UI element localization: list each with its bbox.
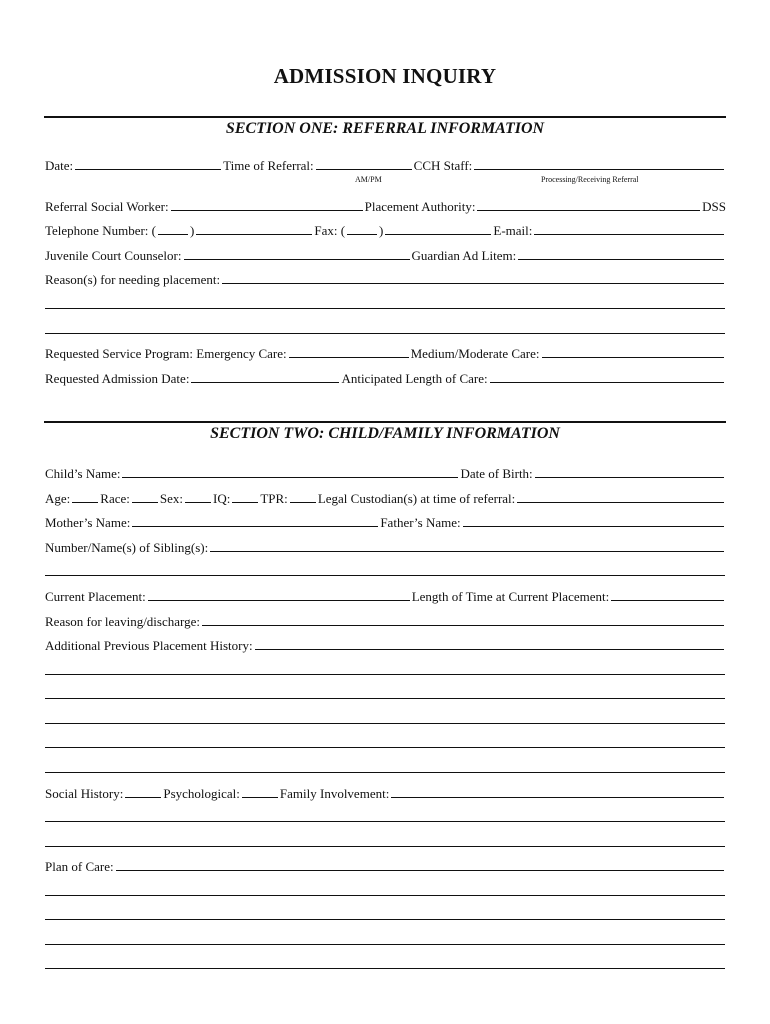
father-label: Father’s Name: <box>380 515 461 530</box>
plan-line-2[interactable] <box>45 895 725 896</box>
email-field[interactable] <box>534 222 724 235</box>
father-field[interactable] <box>463 514 724 527</box>
child-name-row <box>45 465 726 482</box>
tpr-field[interactable] <box>290 490 316 503</box>
psychological-label: Psychological: <box>163 786 240 801</box>
service-program-label: Requested Service Program: Emergency Care: <box>45 346 287 361</box>
referral-date-row <box>45 157 726 174</box>
plan-line-3[interactable] <box>45 919 725 920</box>
dob-label: Date of Birth: <box>460 466 533 481</box>
history-line-2[interactable] <box>45 674 725 675</box>
history-row <box>45 785 726 802</box>
current-placement-field[interactable] <box>148 588 410 601</box>
previous-history-field[interactable] <box>255 637 724 650</box>
time-of-referral-label: Time of Referral: <box>223 158 314 173</box>
telephone-label: Telephone Number: ( <box>45 223 156 238</box>
fax-label: Fax: ( <box>314 223 346 238</box>
custodian-field[interactable] <box>517 490 724 503</box>
section-two-rule <box>44 421 726 423</box>
court-counselor-field[interactable] <box>184 247 410 260</box>
section-two-heading: SECTION TWO: CHILD/FAMILY INFORMATION <box>210 425 560 442</box>
date-label: Date: <box>45 158 74 173</box>
telephone-number-field[interactable] <box>196 222 312 235</box>
sex-field[interactable] <box>185 490 211 503</box>
family-line-2[interactable] <box>45 821 725 822</box>
admission-date-row <box>45 370 726 387</box>
social-history-field[interactable] <box>125 785 161 798</box>
plan-line-5[interactable] <box>45 968 725 969</box>
emergency-care-field[interactable] <box>289 345 409 358</box>
race-field[interactable] <box>132 490 158 503</box>
race-label: Race: <box>100 491 130 506</box>
mother-field[interactable] <box>132 514 378 527</box>
demographics-row <box>45 490 726 507</box>
siblings-label: Number/Name(s) of Sibling(s): <box>45 540 209 555</box>
reasons-line-2[interactable] <box>45 308 725 309</box>
social-worker-label: Referral Social Worker: <box>45 199 169 214</box>
current-placement-row <box>45 588 726 605</box>
child-name-field[interactable] <box>122 465 458 478</box>
time-of-referral-field[interactable] <box>316 157 412 170</box>
current-placement-label: Current Placement: <box>45 589 146 604</box>
court-counselor-label: Juvenile Court Counselor: <box>45 248 182 263</box>
cch-staff-label: CCH Staff: <box>413 158 473 173</box>
length-care-label: Anticipated Length of Care: <box>341 371 488 386</box>
telephone-paren-close: ) <box>190 223 195 238</box>
email-label: E-mail: <box>493 223 533 238</box>
dss-label: DSS <box>702 199 726 214</box>
plan-of-care-field[interactable] <box>116 858 724 871</box>
admission-date-field[interactable] <box>191 370 339 383</box>
date-field[interactable] <box>75 157 221 170</box>
social-worker-field[interactable] <box>171 198 363 211</box>
fax-number-field[interactable] <box>385 222 491 235</box>
reasons-row <box>45 271 726 288</box>
family-involvement-label: Family Involvement: <box>279 786 390 801</box>
length-time-label: Length of Time at Current Placement: <box>411 589 610 604</box>
child-name-label: Child’s Name: <box>45 466 121 481</box>
history-line-4[interactable] <box>45 723 725 724</box>
plan-of-care-row <box>45 858 726 875</box>
length-care-field[interactable] <box>490 370 724 383</box>
reasons-field[interactable] <box>222 271 724 284</box>
medium-care-field[interactable] <box>542 345 724 358</box>
reason-leaving-label: Reason for leaving/discharge: <box>45 614 200 629</box>
court-counselor-row <box>45 247 726 264</box>
cch-staff-field[interactable] <box>474 157 724 170</box>
family-involvement-field[interactable] <box>391 785 724 798</box>
placement-authority-label: Placement Authority: <box>364 199 476 214</box>
psychological-field[interactable] <box>242 785 278 798</box>
iq-label: IQ: <box>213 491 231 506</box>
medium-care-label: Medium/Moderate Care: <box>410 346 540 361</box>
fax-area-code-field[interactable] <box>347 222 377 235</box>
history-line-3[interactable] <box>45 698 725 699</box>
length-time-field[interactable] <box>611 588 724 601</box>
admission-date-label: Requested Admission Date: <box>45 371 190 386</box>
history-line-5[interactable] <box>45 747 725 748</box>
guardian-label: Guardian Ad Litem: <box>411 248 517 263</box>
age-label: Age: <box>45 491 71 506</box>
placement-authority-field[interactable] <box>477 198 700 211</box>
plan-of-care-label: Plan of Care: <box>45 859 114 874</box>
time-sub-label: AM/PM <box>355 175 382 184</box>
dob-field[interactable] <box>535 465 724 478</box>
sex-label: Sex: <box>159 491 183 506</box>
section-one-heading: SECTION ONE: REFERRAL INFORMATION <box>225 120 545 137</box>
iq-field[interactable] <box>232 490 258 503</box>
fax-paren-close: ) <box>379 223 384 238</box>
family-line-3[interactable] <box>45 846 725 847</box>
history-line-6[interactable] <box>45 772 725 773</box>
previous-history-row <box>45 637 726 654</box>
mother-label: Mother’s Name: <box>45 515 131 530</box>
reason-leaving-row <box>45 613 726 630</box>
parents-row <box>45 514 726 531</box>
page-title: ADMISSION INQUIRY <box>273 64 497 88</box>
service-program-row <box>45 345 726 362</box>
telephone-row <box>45 222 726 239</box>
social-worker-row <box>45 198 726 215</box>
plan-line-4[interactable] <box>45 944 725 945</box>
section-one-rule <box>44 116 726 118</box>
siblings-field[interactable] <box>210 539 724 552</box>
reasons-line-3[interactable] <box>45 333 725 334</box>
guardian-field[interactable] <box>518 247 724 260</box>
reason-leaving-field[interactable] <box>202 613 724 626</box>
cch-sub-label: Processing/Receiving Referral <box>541 175 639 184</box>
tpr-label: TPR: <box>260 491 288 506</box>
social-history-label: Social History: <box>45 786 124 801</box>
siblings-row <box>45 539 726 556</box>
custodian-label: Legal Custodian(s) at time of referral: <box>317 491 516 506</box>
age-field[interactable] <box>72 490 98 503</box>
siblings-line-2[interactable] <box>45 575 725 576</box>
previous-history-label: Additional Previous Placement History: <box>45 638 253 653</box>
telephone-area-code-field[interactable] <box>158 222 188 235</box>
reasons-label: Reason(s) for needing placement: <box>45 272 221 287</box>
